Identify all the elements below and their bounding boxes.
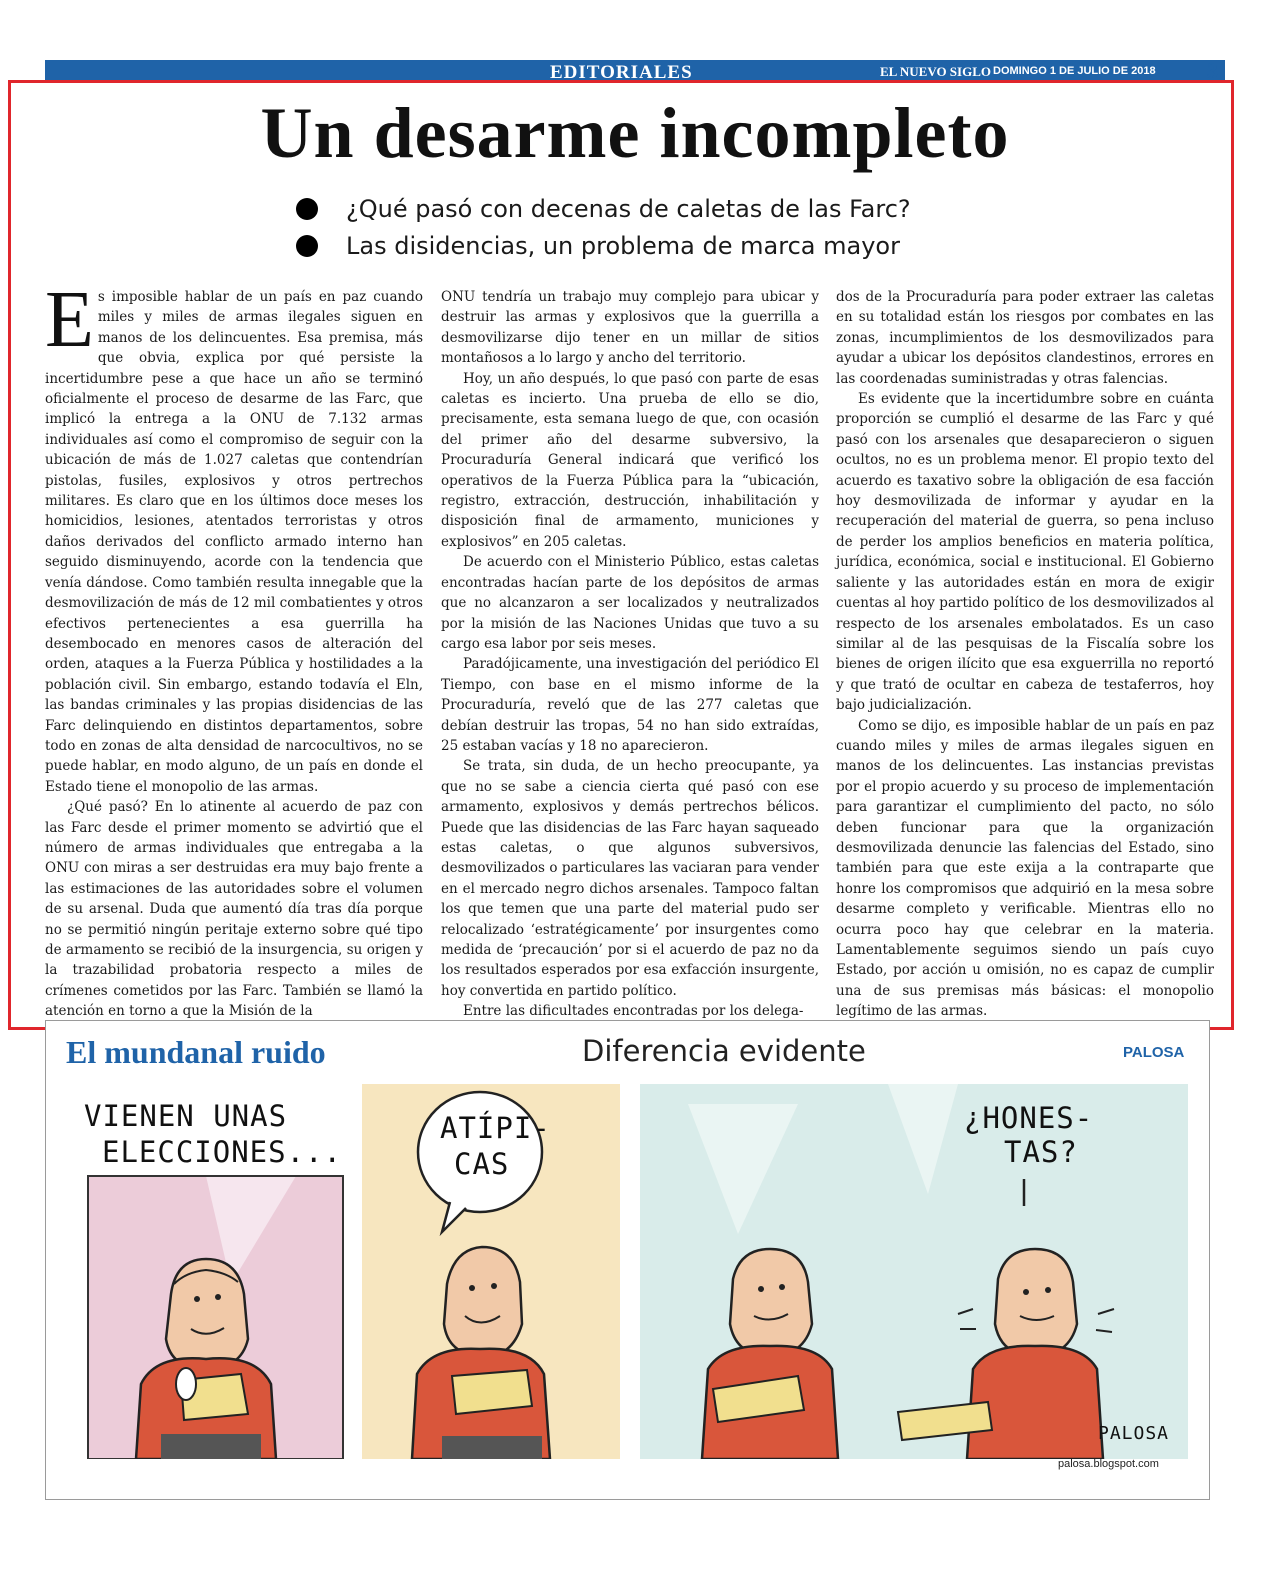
drop-cap: E <box>45 276 94 364</box>
article-column-3 <box>836 287 1214 1022</box>
paragraph: ONU tendría un trabajo muy complejo para ubicar y destruir las armas y explosivos que la guerrilla a desmovilizarse dijo tener en un millar de sitios montañosos a lo largo y ancho del territorio. <box>441 289 819 367</box>
kicker-text: Las disidencias, un problema de marca mayor <box>346 232 900 260</box>
section-label: EDITORIALES <box>550 63 693 79</box>
article-headline: Un desarme incompleto <box>260 93 1010 173</box>
speech-balloon-text: CAS <box>454 1147 510 1181</box>
paragraph: Hoy, un año después, lo que pasó con parte de esas caletas es incierto. Una prueba de ello se dio, precisamente, esta semana luego de que, con ocasión del primer año del desarme subversivo, la Procuraduría General indicará que verificó los operativos de la Fuerza Pública para la “ubicación, registro, extracción, destrucción, inhabilitación y disposición final de armamento, municiones y explosivos” en 205 caletas. <box>441 370 819 550</box>
speech-balloon-text: ATÍPI- <box>440 1111 551 1145</box>
paragraph: Entre las dificultades encontradas por los delega- <box>463 1003 804 1020</box>
speech-balloon-text: ELECCIONES... <box>102 1135 342 1169</box>
artist-signature: PALOSA <box>1098 1423 1170 1444</box>
kicker-text: ¿Qué pasó con decenas de caletas de las Farc? <box>346 195 911 223</box>
speech-balloon-text: VIENEN UNAS <box>84 1099 288 1133</box>
speech-balloon-text: TAS? <box>1004 1135 1078 1169</box>
speech-balloon-text: ¿HONES- <box>964 1101 1094 1135</box>
paragraph: Paradójicamente, una investigación del periódico El Tiempo, con base en el mismo informe de la Procuraduría, reveló que de las 277 caletas que debían destruir las tropas, 54 no han sido extraídas, 25 estaban vacías y 18 no aparecieron. <box>441 656 819 754</box>
comic-panel-2 <box>362 1084 620 1459</box>
comic-author: PALOSA <box>1123 1044 1185 1061</box>
comic-panel-1 <box>66 1084 353 1459</box>
comic-panel-3 <box>628 1084 1188 1459</box>
paragraph: Es imposible hablar de un país en paz cuando miles y miles de armas ilegales siguen en manos de los delincuentes. Esa premisa, más que obvia, explica por qué persiste la incertidumbre pese a que hace un año se terminó oficialmente el proceso de desarme de las Farc, que implicó la entrega a la ONU de 7.132 armas individuales así como el compromiso de seguir con la ubicación de más de 1.027 caletas que contendrían pistolas, fusiles, explosivos y otros pertrechos militares. Es claro que en los últimos doce meses los homicidios, lesiones, atentados terroristas y otros daños derivados del conflicto armado interno han seguido disminuyendo, acorde con la tendencia que venía dándose. Como también resulta innegable que la desmovilización de más de 12 mil combatientes y otros efectivos pertenecientes a esa guerrilla ha desembocado en menores casos de alteración del orden, ataques a la Fuerza Pública y hostilidades a la población civil. Sin embargo, estando todavía el Eln, las bandas criminales y las propias disidencias de las Farc delinquiendo en distintos departamentos, sobre todo en zonas de alta densidad de narcocultivos, no se puede hablar, en modo alguno, de un país en donde el Estado tiene el monopolio de las armas. <box>45 276 423 795</box>
bullet-icon <box>296 198 318 220</box>
paragraph: Es evidente que la incertidumbre sobre en cuánta proporción se cumplió el desarme de las Farc y qué pasó con los arsenales que desaparecieron o siguen ocultos, no es un problema menor. El propio texto del acuerdo es taxativo sobre la obligación de esa facción hoy desmovilizada de informar y ayudar en la recuperación del material de guerra, so pena incluso de perder los amplios beneficios en materia política, jurídica, económica, social e institucional. El Gobierno saliente y las autoridades están en mora de exigir cuentas al hoy partido político de los desmovilizados al respecto de los arsenales embolatados. Es un caso similar al de las pesquisas de la Fiscalía sobre los bienes de origen ilícito que esa exguerrilla no reportó y que trató de ocultar en cabeza de testaferros, hoy bajo judicialización. <box>836 391 1214 714</box>
comic-title: Diferencia evidente <box>582 1034 866 1068</box>
bullet-icon <box>296 235 318 257</box>
comic-url: palosa.blogspot.com <box>1058 1458 1159 1470</box>
paragraph: ¿Qué pasó? En lo atinente al acuerdo de paz con las Farc desde el primer momento se advirtió que el número de armas individuales que entregaba a la ONU con miras a ser destruidas era muy bajo frente a las estimaciones de las autoridades sobre el volumen de su arsenal. Duda que aumentó día tras día porque no se permitió ningún peritaje externo sobre qué tipo de armamento se recibió de la insurgencia, su origen y la trazabilidad probatoria respecto a miles de crímenes cometidos por las Farc. También se llamó la atención en torno a que la Misión de la <box>45 799 423 1020</box>
paragraph: dos de la Procuraduría para poder extraer las caletas en su totalidad están los riesgos por combates en las zonas, incumplimientos de los desmovilizados para ayudar a ubicar los depósitos clandestinos, errores en las coordenadas suministradas y otras falencias. <box>836 289 1214 387</box>
page-number: 3 <box>1207 58 1218 83</box>
kicker-line <box>296 193 911 225</box>
paragraph: Como se dijo, es imposible hablar de un país en paz cuando miles y miles de armas ilegales siguen en manos de los delincuentes. Las instancias previstas por el propio acuerdo y su proceso de implementación para garantizar el cumplimiento del pacto, no sólo deben funcionar para que la organización desmovilizada denuncie las falencias del Estado, sino también para que este exija a la contraparte que honre los compromisos que adquirió en la mesa sobre desarme completo y verificable. Mientras ello no ocurra poco hay que celebrar en la materia. Lamentablemente seguimos siendo un país cuyo Estado, por acción u omisión, no es capaz de cumplir una de sus premisas más básicas: el monopolio legítimo de las armas. <box>836 717 1214 1020</box>
kicker-line <box>296 230 900 262</box>
paragraph: De acuerdo con el Ministerio Público, estas caletas encontradas hacían parte de los depósitos de armas que no alcanzaron a ser localizados y neutralizados por la misión de las Naciones Unidas que tuvo a su cargo esa labor por seis meses. <box>441 554 819 652</box>
issue-date: DOMINGO 1 DE JULIO DE 2018 <box>993 65 1156 77</box>
article-column-1 <box>45 276 423 1022</box>
comic-series-title: El mundanal ruido <box>66 1034 326 1070</box>
paragraph: Se trata, sin duda, de un hecho preocupante, ya que no se sabe a ciencia cierta qué pasó con ese armamento, explosivos y demás pertrechos bélicos. Puede que las disidencias de las Farc hayan saqueado estas caletas, o que algunos subversivos, desmovilizados o particulares las vaciaran para vender en el mercado negro dichos arsenales. Tampoco faltan los que temen que una parte del material pudo ser relocalizado ‘estratégicamente’ por insurgentes como medida de ‘precaución’ por si el acuerdo de paz no da los resultados esperados por esa exfacción insurgente, hoy convertida en partido político. <box>441 758 819 999</box>
newspaper-name: EL NUEVO SIGLO <box>880 64 991 79</box>
article-column-2 <box>441 287 819 1022</box>
panel-3-drawing <box>628 1084 1188 1459</box>
